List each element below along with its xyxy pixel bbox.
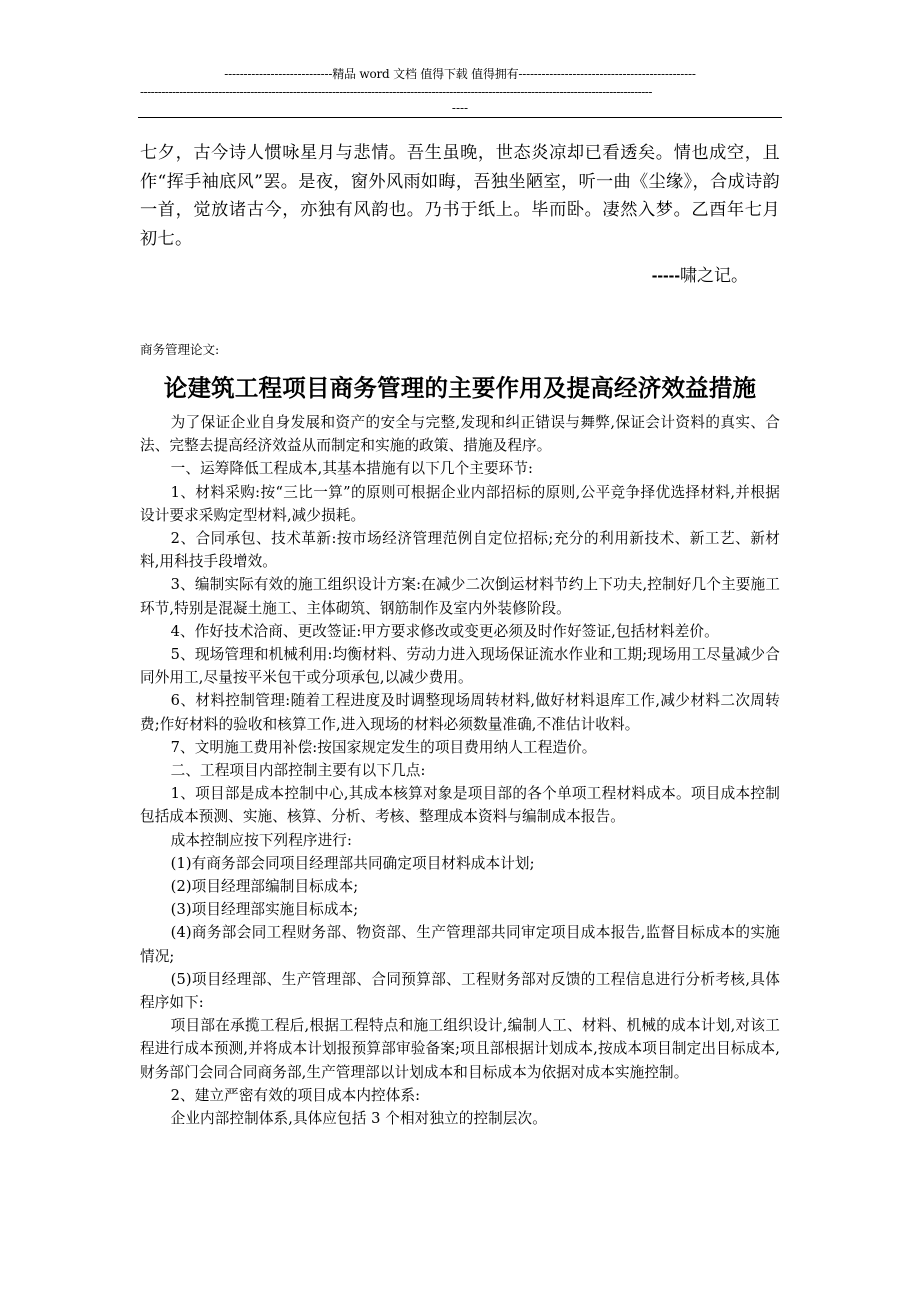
paragraph: 5、现场管理和机械利用:均衡材料、劳动力进入现场保证流水作业和工期;现场用工尽量减少合同外用工,尽量按平米包干或分项承包,以减少费用。 <box>140 646 780 687</box>
paragraph: 项目部在承揽工程后,根据工程特点和施工组织设计,编制人工、材料、机械的成本计划,对该工程进行成本预测,并将成本计划报预算部审验备案;项且部根据计划成本,按成本项目制定出目标成本,财务部门会同合同商务部,生产管理部以计划成本和目标成本为依据对成本实施控制。 <box>140 1017 780 1081</box>
header-banner: ----------------------------精品 word 文档 值得下载 值得拥有---------------------------------------------- <box>224 67 696 81</box>
paragraph: 成本控制应按下列程序进行: <box>170 831 352 849</box>
paragraph: (5)项目经理部、生产管理部、合同预算部、工程财务部对反馈的工程信息进行分析考核,具体程序如下: <box>140 970 780 1012</box>
header-dash-line: ------------------------------------------------------------------------------------------------------------------------------------------------ <box>140 85 652 99</box>
paragraph: 6、材料控制管理:随着工程进度及时调整现场周转材料,做好材料退库工作,减少材料二次周转费;作好材料的验收和核算工作,进入现场的材料必须数量准确,不准估计收料。 <box>140 692 780 733</box>
paragraph: (2)项目经理部编制目标成本; <box>170 878 359 896</box>
signature <box>600 264 780 288</box>
article-category: 商务管理论文: <box>140 342 220 357</box>
paragraph: 4、作好技术洽商、更改签证:甲方要求修改或变更必须及时作好签证,包括材料差价。 <box>170 622 719 640</box>
signature-text: 啸之记。 <box>680 266 748 286</box>
paragraph: 1、项目部是成本控制中心,其成本核算对象是项目部的各个单项工程材料成本。项目成本控制包括成本预测、实施、核算、分析、考核、整理成本资料与编制成本报告。 <box>140 785 780 826</box>
header-rule <box>138 117 782 118</box>
paragraph: 3、编制实际有效的施工组织设计方案:在减少二次倒运材料节约上下功夫,控制好几个主要施工环节,特别是混凝土施工、主体砌筑、钢筋制作及室内外装修阶段。 <box>140 576 780 617</box>
header-dash-tail: ---- <box>451 101 469 115</box>
article-title: 论建筑工程项目商务管理的主要作用及提高经济效益措施 <box>163 374 757 402</box>
paragraph: (1)有商务部会同项目经理部共同确定项目材料成本计划; <box>170 854 535 872</box>
poem-preface: 七夕，古今诗人惯咏星月与悲情。吾生虽晚，世态炎凉却已看透矣。情也成空，且作“挥手袖底风”罢。是夜，窗外风雨如晦，吾独坐陋室，听一曲《尘缘》，合成诗韵一首，觉放诸古今，亦独有风韵也。乃书于纸上。毕而卧。凄然入梦。乙酉年七月初七。 <box>140 143 780 249</box>
paragraph: 2、建立严密有效的项目成本内控体系: <box>170 1086 421 1104</box>
paragraph: 一、运筹降低工程成本,其基本措施有以下几个主要环节: <box>170 460 534 478</box>
paragraph: 1、材料采购:按“三比一算”的原则可根据企业内部招标的原则,公平竞争择优选择材料,并根据设计要求采购定型材料,减少损耗。 <box>140 483 780 524</box>
article-body <box>140 411 780 1130</box>
paragraph: (3)项目经理部实施目标成本; <box>170 901 359 919</box>
paragraph: 为了保证企业自身发展和资产的安全与完整,发现和纠正错误与舞弊,保证会计资料的真实、合法、完整去提高经济效益从而制定和实施的政策、措施及程序。 <box>140 414 780 455</box>
paragraph: (4)商务部会同工程财务部、物资部、生产管理部共同审定项目成本报告,监督目标成本的实施情况; <box>140 924 780 965</box>
paragraph: 企业内部控制体系,具体应包括 3 个相对独立的控制层次。 <box>170 1110 547 1128</box>
paragraph: 二、工程项目内部控制主要有以下几点: <box>170 762 426 780</box>
paragraph: 2、合同承包、技术革新:按市场经济管理范例自定位招标;充分的利用新技术、新工艺、新材料,用科技手段增效。 <box>140 530 780 571</box>
signature-dashes: ----- <box>651 266 680 285</box>
paragraph: 7、文明施工费用补偿:按国家规定发生的项目费用纳人工程造价。 <box>170 738 597 756</box>
